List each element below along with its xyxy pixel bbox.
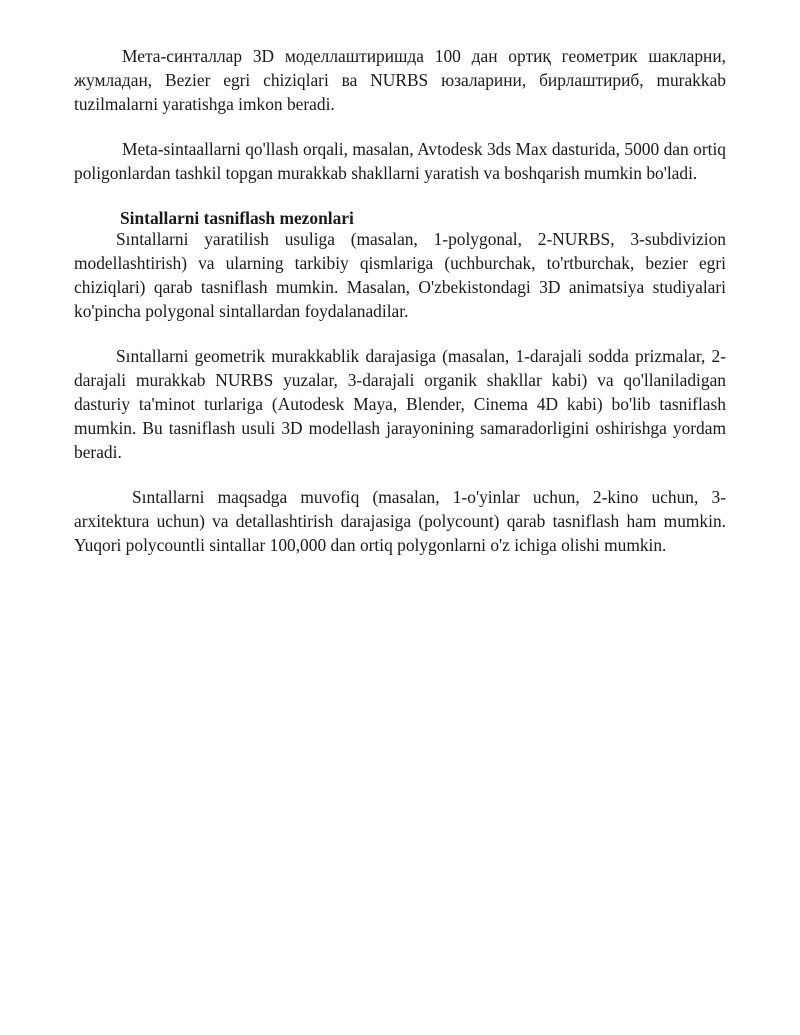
paragraph-classification-by-method: Sıntallarni yaratilish usuliga (masalan, 1-polygonal, 2-NURBS, 3-subdivizion modellashtirish) va ularning tarkibiy qismlariga (uchburchak, to'rtburchak, bezier egri chiziqlari) qarab tasniflash mumkin. Masalan, O'zbekistondagi 3D animatsiya studiyalari ko'pincha polygonal sintallardan foydalanadilar. [74, 229, 726, 321]
paragraph-classification-by-purpose: Sıntallarni maqsadga muvofiq (masalan, 1-o'yinlar uchun, 2-kino uchun, 3-arxitektura uchun) va detallashtirish darajasiga (polycount) qarab tasniflash ham mumkin. Yuqori polycountli sintallar 100,000 dan ortiq polygonlarni o'z ichiga olishi mumkin. [74, 487, 726, 555]
section-heading: Sintallarni tasniflash mezonlari [120, 208, 354, 228]
paragraph-classification-by-complexity: Sıntallarni geometrik murakkablik darajasiga (masalan, 1-darajali sodda prizmalar, 2-darajali murakkab NURBS yuzalar, 3-darajali organik shakllar kabi) va qo'llaniladigan dasturiy ta'minot turlariga (Autodesk Maya, Blender, Cinema 4D kabi) bo'lib tasniflash mumkin. Bu tasniflash usuli 3D modellash jarayonining samaradorligini oshirishga yordam beradi. [74, 346, 726, 462]
paragraph-meta-sintaallar-3ds-max: Meta-sintaallarni qo'llash orqali, masalan, Avtodesk 3ds Max dasturida, 5000 dan ortiq poligonlardan tashkil topgan murakkab shakllarni yaratish va boshqarish mumkin bo'ladi. [74, 139, 726, 183]
paragraph-meta-sintallar-intro: Мета-синталлар 3D моделлаштиришда 100 дан ортиқ геометрик шакларни, жумладан, Bezier egri chiziqlari ва NURBS юзаларини, бирлаштириб, murakkab tuzilmalarni yaratishga imkon beradi. [74, 46, 726, 114]
document-page [74, 44, 726, 557]
